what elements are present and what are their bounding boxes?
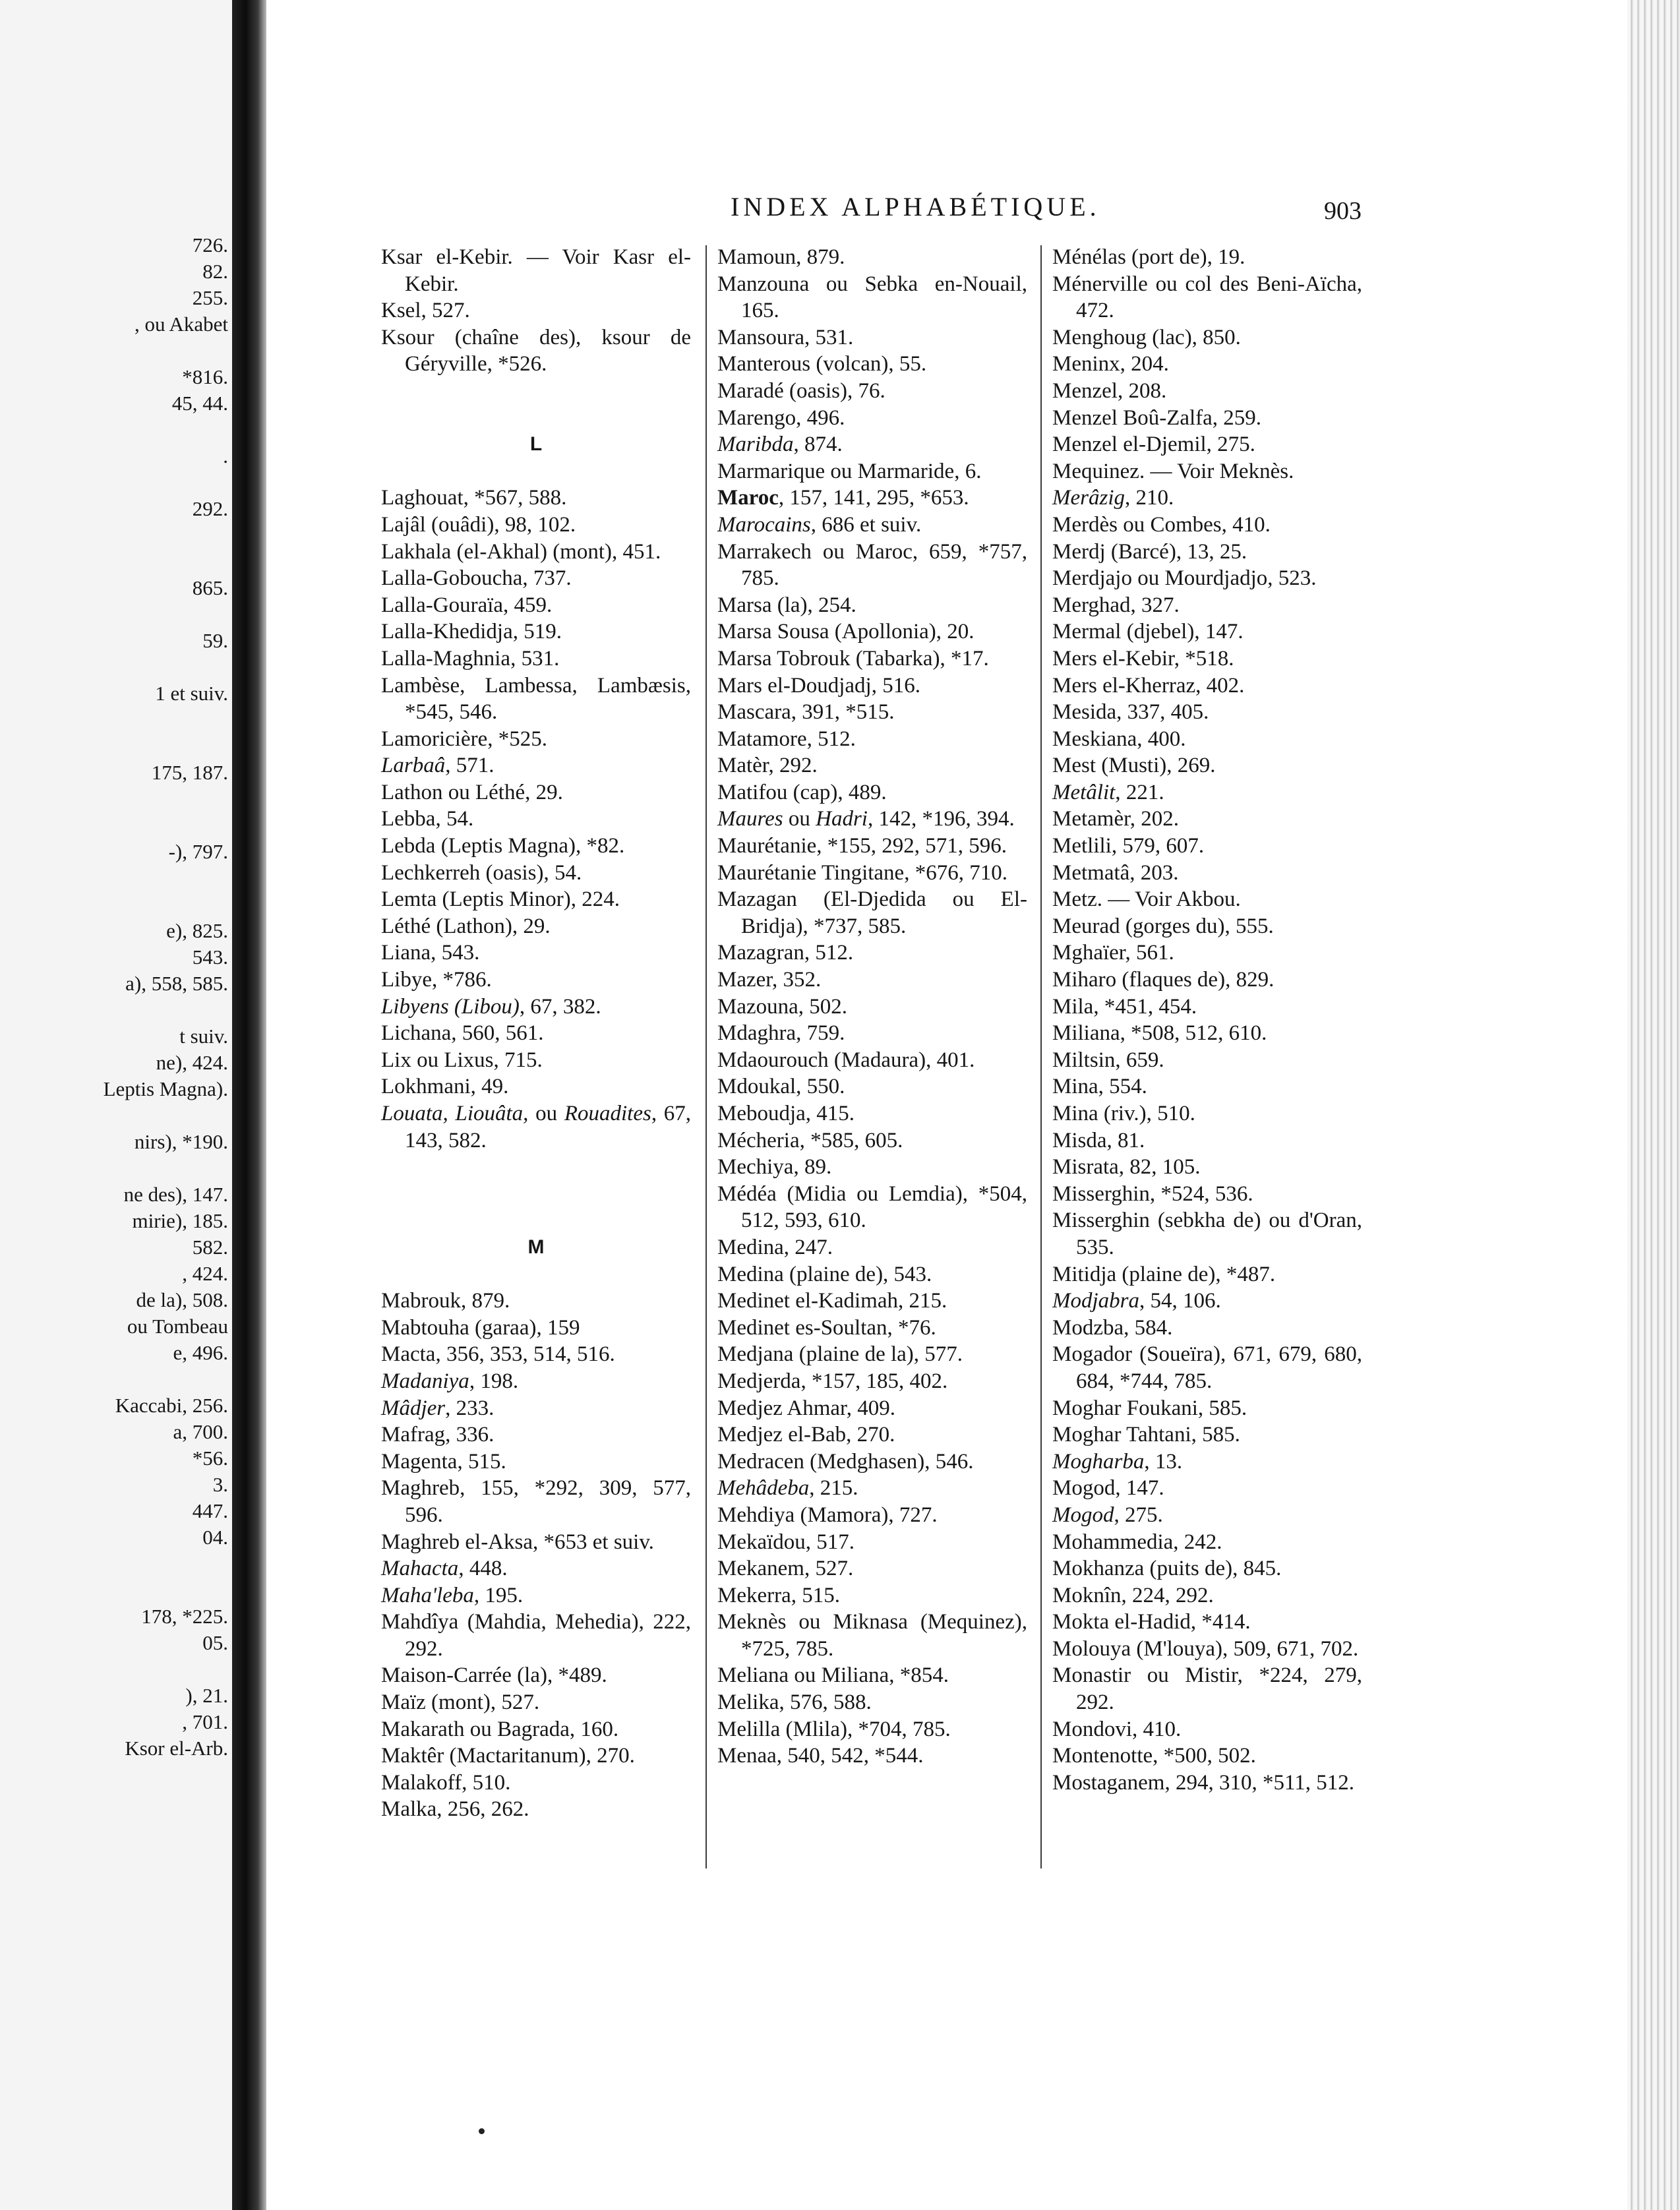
index-entry: Mahdîya (Mahdia, Mehedia), 222, 292. — [381, 1610, 691, 1661]
index-entry: Misda, 81. — [1052, 1128, 1145, 1152]
index-entry: Moghar Foukani, 585. — [1052, 1396, 1247, 1420]
index-entry: Miliana, *508, 512, 610. — [1052, 1021, 1267, 1046]
left-page-line: -), 797. — [168, 840, 228, 863]
index-entry: Maurétanie Tingitane, *676, 710. — [717, 860, 1007, 885]
index-entry: Larbaâ, 571. — [381, 754, 495, 778]
index-entry: Marmarique ou Marmaride, 6. — [717, 459, 982, 483]
entry-headword: Madaniya — [381, 1369, 469, 1393]
entry-headword: Hadri — [816, 807, 868, 831]
left-page-line: 582. — [192, 1236, 228, 1259]
index-entry: Maison-Carrée (la), *489. — [381, 1663, 607, 1688]
index-entry: Mahacta, 448. — [381, 1557, 508, 1581]
book-gutter — [232, 0, 266, 2210]
index-entry: Mâdjer, 233. — [381, 1396, 495, 1420]
index-entry: Lalla-Khedidja, 519. — [381, 620, 562, 644]
left-page-line: 1 et suiv. — [155, 682, 228, 705]
left-page-line: 04. — [202, 1526, 228, 1549]
index-entry: Maïz (mont), 527. — [381, 1690, 540, 1715]
index-entry: Menghoug (lac), 850. — [1052, 325, 1241, 349]
index-entry: Ksel, 527. — [381, 299, 470, 323]
left-page-line: e), 825. — [166, 919, 228, 942]
index-entry: Mécheria, *585, 605. — [717, 1128, 903, 1152]
left-page-line: *816. — [182, 365, 228, 388]
index-entry: Meurad (gorges du), 555. — [1052, 914, 1274, 938]
left-page-line: 82. — [202, 260, 228, 283]
index-entry: Merdjajo ou Mourdjadjo, 523. — [1052, 566, 1317, 591]
left-page-line: ne des), 147. — [123, 1183, 228, 1206]
index-entry: Mehâdeba, 215. — [717, 1476, 858, 1501]
entry-headword: Modjabra — [1052, 1289, 1139, 1313]
index-entry: Maures ou Hadri, 142, *196, 394. — [717, 807, 1015, 831]
entry-headword: Metâlit — [1052, 780, 1116, 804]
left-page-line: 45, 44. — [171, 392, 228, 415]
index-entry: Modzba, 584. — [1052, 1315, 1173, 1340]
index-entry: Matifou (cap), 489. — [717, 780, 887, 804]
left-page-line: t suiv. — [179, 1025, 228, 1048]
index-column-3 — [1052, 244, 1362, 1796]
index-entry: Lakhala (el-Akhal) (mont), 451. — [381, 539, 661, 564]
left-page-line: 05. — [202, 1631, 228, 1654]
index-entry: Mina (riv.), 510. — [1052, 1102, 1195, 1125]
index-entry: Mina, 554. — [1052, 1075, 1147, 1099]
index-entry: Mekanem, 527. — [717, 1557, 854, 1581]
left-page-line: ou Tombeau — [127, 1315, 228, 1338]
index-entry: Medina (plaine de), 543. — [717, 1262, 932, 1286]
index-entry: Lambèse, Lambessa, Lambæsis, *545, 546. — [381, 673, 691, 725]
index-entry: Mabrouk, 879. — [381, 1289, 510, 1313]
index-entry: Lebda (Leptis Magna), *82. — [381, 834, 625, 858]
index-entry: Maghreb, 155, *292, 309, 577, 596. — [381, 1476, 691, 1527]
index-entry: Mohammedia, 242. — [1052, 1530, 1222, 1554]
index-entry: Medjana (plaine de la), 577. — [717, 1342, 963, 1367]
blank-line — [381, 1207, 691, 1234]
index-entry: Mers el-Kebir, *518. — [1052, 646, 1234, 671]
index-entry: Mdaghra, 759. — [717, 1021, 845, 1046]
index-entry: Meskiana, 400. — [1052, 727, 1186, 751]
index-entry: Mghaïer, 561. — [1052, 941, 1174, 965]
index-entry: Metmatâ, 203. — [1052, 860, 1179, 885]
entry-headword: Merâzig — [1052, 486, 1125, 510]
index-entry: Mondovi, 410. — [1052, 1717, 1182, 1741]
index-entry: Mogod, 147. — [1052, 1476, 1164, 1501]
index-entry: Mokhanza (puits de), 845. — [1052, 1557, 1282, 1581]
index-entry: Menzel, 208. — [1052, 378, 1167, 403]
index-entry: Mehdiya (Mamora), 727. — [717, 1503, 938, 1527]
index-entry: Moghar Tahtani, 585. — [1052, 1423, 1240, 1447]
blank-line — [381, 405, 691, 432]
index-entry: Mermal (djebel), 147. — [1052, 620, 1244, 644]
index-entry: Libyens (Libou), 67, 382. — [381, 994, 601, 1019]
index-entry: Mekerra, 515. — [717, 1583, 841, 1607]
entry-headword: Maribda — [717, 433, 794, 457]
index-entry: Maha'leba, 195. — [381, 1583, 524, 1607]
index-entry: Mequinez. — Voir Meknès. — [1052, 459, 1294, 483]
index-entry: Metamèr, 202. — [1052, 807, 1180, 831]
left-page-line: 178, *225. — [141, 1605, 228, 1628]
index-entry: Mechiya, 89. — [717, 1155, 832, 1180]
left-page-line: 175, 187. — [151, 761, 228, 784]
entry-headword: Rouadites — [564, 1102, 651, 1125]
entry-headword: Mehâdeba — [717, 1476, 810, 1501]
entry-headword: Maha'leba — [381, 1583, 474, 1607]
index-entry: Laghouat, *567, 588. — [381, 486, 567, 510]
index-entry: Madaniya, 198. — [381, 1369, 519, 1393]
index-entry: Lalla-Gouraïa, 459. — [381, 593, 553, 617]
index-entry: Mdaourouch (Madaura), 401. — [717, 1048, 975, 1072]
index-entry: Marengo, 496. — [717, 405, 845, 430]
page-number: 903 — [1324, 197, 1362, 225]
column-rule-1 — [705, 245, 707, 1868]
index-entry: Léthé (Lathon), 29. — [381, 914, 551, 938]
index-entry: Lalla-Maghnia, 531. — [381, 646, 560, 671]
index-entry: Matamore, 512. — [717, 727, 856, 751]
left-page-line: 59. — [202, 629, 228, 652]
index-entry: Metlili, 579, 607. — [1052, 834, 1205, 858]
index-entry: Medina, 247. — [717, 1235, 833, 1259]
left-page-line: Ksor el-Arb. — [125, 1737, 228, 1760]
index-entry: Mokta el-Hadid, *414. — [1052, 1610, 1251, 1634]
index-entry: Lajâl (ouâdi), 98, 102. — [381, 512, 576, 537]
left-page-line: 865. — [192, 576, 228, 599]
entry-headword: Mahacta — [381, 1557, 459, 1581]
index-entry: Merghad, 327. — [1052, 593, 1180, 617]
index-entry: Maghreb el-Aksa, *653 et suiv. — [381, 1530, 654, 1554]
index-entry: Maradé (oasis), 76. — [717, 378, 885, 403]
index-entry: Maribda, 874. — [717, 433, 843, 457]
entry-headword: Larbaâ — [381, 754, 446, 778]
index-entry: Macta, 356, 353, 514, 516. — [381, 1342, 615, 1367]
index-entry: Mazagan (El-Djedida ou El-Bridja), *737, 585. — [717, 887, 1027, 938]
index-entry: Mostaganem, 294, 310, *511, 512. — [1052, 1770, 1354, 1795]
index-entry: Marrakech ou Maroc, 659, *757, 785. — [717, 539, 1027, 591]
index-entry: Montenotte, *500, 502. — [1052, 1744, 1256, 1768]
page-edge-stack — [1627, 0, 1680, 2210]
index-entry: Misserghin (sebkha de) ou d'Oran, 535. — [1052, 1209, 1362, 1259]
index-entry: Metâlit, 221. — [1052, 780, 1164, 804]
left-page-line: 447. — [192, 1499, 228, 1522]
index-entry: Matèr, 292. — [717, 754, 818, 778]
index-entry: Mars el-Doudjadj, 516. — [717, 673, 920, 698]
left-page-line: 292. — [192, 497, 228, 520]
index-entry: Ksar el-Kebir. — Voir Kasr el-Kebir. — [381, 245, 691, 296]
left-page-line: Leptis Magna). — [103, 1077, 228, 1100]
entry-headword: Mogod — [1052, 1503, 1114, 1527]
blank-line — [381, 1154, 691, 1181]
running-head: INDEX ALPHABÉTIQUE. — [731, 192, 1100, 222]
index-entry: Meboudja, 415. — [717, 1102, 855, 1125]
index-entry: Lalla-Goboucha, 737. — [381, 566, 572, 591]
entry-headword: Libyens (Libou) — [381, 994, 520, 1019]
index-entry: Meknès ou Miknasa (Mequinez), *725, 785. — [717, 1610, 1027, 1661]
left-page-line: a), 558, 585. — [125, 972, 228, 995]
letter-heading: L — [529, 433, 543, 456]
left-page-line: , ou Akabet — [134, 313, 228, 336]
index-entry: Moknîn, 224, 292. — [1052, 1583, 1214, 1607]
index-entry: Mdoukal, 550. — [717, 1075, 845, 1099]
entry-headword: Mogharba — [1052, 1449, 1145, 1474]
left-page-line: 726. — [192, 233, 228, 256]
index-entry: Mogador (Soueïra), 671, 679, 680, 684, *744, 785. — [1052, 1342, 1362, 1393]
left-page-line: de la), 508. — [136, 1288, 228, 1311]
blank-line — [381, 458, 691, 485]
index-entry: Manzouna ou Sebka en-Nouail, 165. — [717, 272, 1027, 323]
index-entry: Lix ou Lixus, 715. — [381, 1048, 543, 1072]
index-entry: Menaa, 540, 542, *544. — [717, 1744, 924, 1768]
index-entry: Mazagran, 512. — [717, 941, 854, 965]
index-entry: Modjabra, 54, 106. — [1052, 1289, 1221, 1313]
index-entry: Mabtouha (garaa), 159 — [381, 1315, 580, 1340]
entry-headword: Maroc — [717, 486, 779, 510]
left-page-line: , 701. — [182, 1710, 228, 1733]
blank-line — [381, 1181, 691, 1208]
index-entry: Marsa (la), 254. — [717, 593, 856, 617]
index-entry: Medjerda, *157, 185, 402. — [717, 1369, 948, 1393]
entry-headword: Louata, Liouâta, — [381, 1102, 529, 1125]
left-page-line: 3. — [212, 1473, 228, 1496]
index-entry: Lechkerreh (oasis), 54. — [381, 860, 582, 885]
index-entry: Mitidja (plaine de), *487. — [1052, 1262, 1276, 1286]
left-page-line: e, 496. — [173, 1341, 228, 1364]
index-entry: Mazouna, 502. — [717, 994, 848, 1019]
left-page-line: mirie), 185. — [132, 1209, 228, 1232]
index-entry: Merdj (Barcé), 13, 25. — [1052, 539, 1247, 564]
left-page-line: , 424. — [182, 1262, 228, 1285]
index-entry: Mogharba, 13. — [1052, 1449, 1183, 1474]
index-entry: Meninx, 204. — [1052, 352, 1169, 376]
index-entry: Ménerville ou col des Beni-Aïcha, 472. — [1052, 272, 1362, 323]
index-entry: Marsa Sousa (Apollonia), 20. — [717, 620, 975, 644]
left-page-line: . — [223, 444, 228, 467]
index-entry: Monastir ou Mistir, *224, 279, 292. — [1052, 1663, 1362, 1715]
index-entry: Médéa (Midia ou Lemdia), *504, 512, 593, 610. — [717, 1181, 1027, 1233]
index-entry: Malka, 256, 262. — [381, 1797, 529, 1822]
index-entry: Maroc, 157, 141, 295, *653. — [717, 486, 969, 510]
index-entry: Menzel el-Djemil, 275. — [1052, 433, 1255, 457]
index-entry: Ménélas (port de), 19. — [1052, 245, 1245, 269]
index-entry: Mafrag, 336. — [381, 1423, 495, 1447]
index-entry: Meliana ou Miliana, *854. — [717, 1663, 949, 1688]
index-entry: Lebba, 54. — [381, 807, 474, 831]
index-entry: Mers el-Kherraz, 402. — [1052, 673, 1245, 698]
index-entry: Lamoricière, *525. — [381, 727, 547, 751]
index-entry: Misserghin, *524, 536. — [1052, 1181, 1253, 1206]
index-entry: Metz. — Voir Akbou. — [1052, 887, 1241, 912]
index-entry: Mansoura, 531. — [717, 325, 854, 349]
index-entry: Lokhmani, 49. — [381, 1075, 509, 1099]
left-page-line: ne), 424. — [156, 1051, 228, 1074]
index-entry: Liana, 543. — [381, 941, 480, 965]
index-entry: Lathon ou Léthé, 29. — [381, 780, 563, 804]
index-entry: Malakoff, 510. — [381, 1770, 511, 1795]
left-page-fragment — [0, 0, 232, 2210]
index-entry: Marsa Tobrouk (Tabarka), *17. — [717, 646, 989, 671]
index-entry: Mamoun, 879. — [717, 245, 845, 269]
index-entry: Medracen (Medghasen), 546. — [717, 1449, 974, 1474]
index-entry: Makarath ou Bagrada, 160. — [381, 1717, 619, 1741]
index-entry: Medjez el-Bab, 270. — [717, 1423, 895, 1447]
left-page-line: 255. — [192, 286, 228, 309]
index-entry: Ksour (chaîne des), ksour de Géryville, *526. — [381, 325, 691, 376]
blank-line — [381, 378, 691, 405]
index-entry: Mila, *451, 454. — [1052, 994, 1197, 1019]
index-entry: Medinet el-Kadimah, 215. — [717, 1289, 947, 1313]
blank-line — [381, 1261, 691, 1288]
index-entry: Melilla (Mlila), *704, 785. — [717, 1717, 951, 1741]
left-page-line: *56. — [192, 1447, 228, 1470]
index-entry: Mesida, 337, 405. — [1052, 700, 1209, 725]
index-entry: Mekaïdou, 517. — [717, 1530, 855, 1554]
index-entry: Magenta, 515. — [381, 1449, 506, 1474]
index-entry: Misrata, 82, 105. — [1052, 1155, 1201, 1180]
index-entry: Merâzig, 210. — [1052, 486, 1174, 510]
index-entry: Maktêr (Mactaritanum), 270. — [381, 1744, 635, 1768]
index-entry: Marocains, 686 et suiv. — [717, 512, 922, 537]
index-entry: Merdès ou Combes, 410. — [1052, 512, 1271, 537]
index-entry: Lemta (Leptis Minor), 224. — [381, 887, 620, 912]
left-page-line: Kaccabi, 256. — [115, 1394, 228, 1417]
index-entry: Melika, 576, 588. — [717, 1690, 872, 1715]
index-entry: Molouya (M'louya), 509, 671, 702. — [1052, 1636, 1359, 1661]
index-entry: Miltsin, 659. — [1052, 1048, 1164, 1072]
printer-mark — [479, 2128, 485, 2134]
index-entry: Lichana, 560, 561. — [381, 1021, 544, 1046]
entry-headword: Mâdjer — [381, 1396, 446, 1420]
index-entry: Medjez Ahmar, 409. — [717, 1396, 895, 1420]
entry-headword: Maures — [717, 807, 783, 831]
index-entry: Mascara, 391, *515. — [717, 700, 895, 725]
left-page-line: ), 21. — [185, 1684, 228, 1707]
column-rule-2 — [1040, 245, 1042, 1868]
index-entry: Mest (Musti), 269. — [1052, 754, 1216, 778]
index-entry: Medinet es-Soultan, *76. — [717, 1315, 936, 1340]
left-page-line: nirs), *190. — [134, 1130, 228, 1153]
index-entry: Menzel Boû-Zalfa, 259. — [1052, 405, 1262, 430]
index-column-2 — [717, 244, 1027, 1770]
index-entry: Louata, Liouâta, ou Rouadites, 67, 143, 582. — [381, 1102, 692, 1152]
left-page-line: 543. — [192, 945, 228, 969]
entry-headword: Marocains — [717, 512, 811, 537]
index-entry: Mogod, 275. — [1052, 1503, 1163, 1527]
letter-heading: M — [527, 1236, 545, 1258]
index-entry: Libye, *786. — [381, 968, 492, 992]
index-entry: Manterous (volcan), 55. — [717, 352, 927, 376]
index-entry: Maurétanie, *155, 292, 571, 596. — [717, 834, 1007, 858]
index-entry: Miharo (flaques de), 829. — [1052, 968, 1275, 992]
index-column-1 — [381, 244, 691, 1823]
index-entry: Mazer, 352. — [717, 968, 822, 992]
left-page-line: a, 700. — [173, 1420, 228, 1443]
